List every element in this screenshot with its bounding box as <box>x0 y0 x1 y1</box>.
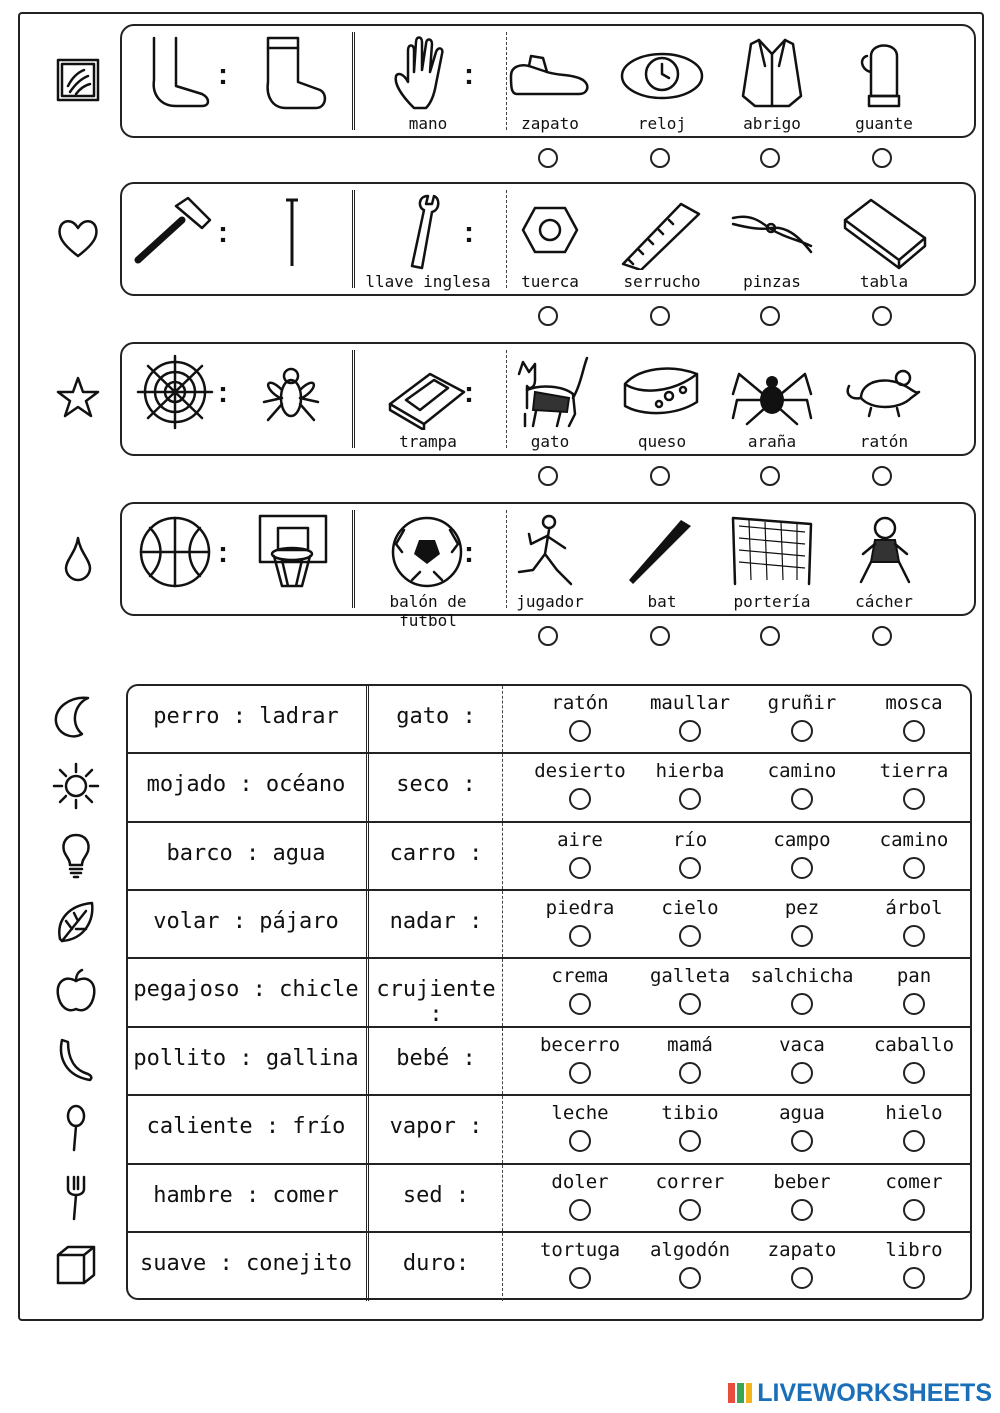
answer-radio[interactable] <box>679 1130 701 1152</box>
option-label: gato <box>530 432 570 451</box>
answer-radio[interactable] <box>903 1199 925 1221</box>
pliers-icon <box>729 194 815 270</box>
stem-label: balón de futbol <box>389 592 467 630</box>
option-word: desierto <box>534 760 626 782</box>
answer-radio[interactable] <box>679 857 701 879</box>
option-label: queso <box>637 432 687 451</box>
option-label: ratón <box>859 432 909 451</box>
answer-radio[interactable] <box>569 720 591 742</box>
example-divider <box>366 823 369 889</box>
option-word: becerro <box>539 1034 621 1056</box>
saw-icon <box>619 194 705 270</box>
answer-radio[interactable] <box>679 925 701 947</box>
colon: : <box>464 376 474 409</box>
word-analogy-row <box>128 1028 970 1096</box>
picture-analogy-row <box>120 24 976 138</box>
answer-radio[interactable] <box>791 1199 813 1221</box>
stem-divider <box>502 1028 503 1094</box>
answer-radio[interactable] <box>569 857 591 879</box>
star-icon <box>54 374 102 422</box>
stem-word: vapor : <box>389 1114 483 1139</box>
option-word: leche <box>551 1102 609 1124</box>
brand-name: LIVEWORKSHEETS <box>757 1378 992 1407</box>
soccer-ball-icon <box>384 514 470 590</box>
answer-radio[interactable] <box>760 466 780 486</box>
foot-icon <box>132 36 218 112</box>
hammer-icon <box>132 194 218 270</box>
example-pair: caliente : frío <box>146 1114 346 1139</box>
example-divider <box>366 959 369 1026</box>
player-icon <box>507 514 593 590</box>
answer-radio[interactable] <box>569 788 591 810</box>
option-word: zapato <box>767 1239 837 1261</box>
liveworksheets-brand <box>727 1379 992 1407</box>
answer-radio[interactable] <box>903 857 925 879</box>
hand-icon <box>384 36 470 112</box>
answer-radio[interactable] <box>679 1267 701 1289</box>
answer-radio[interactable] <box>872 148 892 168</box>
wrench-icon <box>384 194 470 270</box>
word-analogy-row <box>128 959 970 1028</box>
stem-divider <box>502 959 503 1026</box>
spiderweb-icon <box>132 354 218 430</box>
answer-radio[interactable] <box>569 925 591 947</box>
picture-analogy-row <box>120 342 976 456</box>
answer-radio[interactable] <box>538 626 558 646</box>
stem-divider <box>502 1233 503 1301</box>
drop-icon <box>54 534 102 582</box>
example-pair: suave : conejito <box>140 1251 352 1276</box>
stem-divider <box>502 823 503 889</box>
option-word: árbol <box>885 897 943 919</box>
answer-radio[interactable] <box>650 306 670 326</box>
example-divider <box>366 1096 369 1163</box>
stem-word: nadar : <box>389 909 483 934</box>
example-divider <box>366 891 369 957</box>
answer-radio[interactable] <box>650 466 670 486</box>
basketball-hoop-icon <box>248 514 334 590</box>
stem-divider <box>502 891 503 957</box>
cat-icon <box>507 354 593 430</box>
stem-divider <box>502 1096 503 1163</box>
picture-analogy-row <box>120 502 976 630</box>
watch-icon <box>619 36 705 112</box>
example-pair: mojado : océano <box>146 772 346 797</box>
answer-radio[interactable] <box>791 788 813 810</box>
example-pair: hambre : comer <box>153 1183 339 1208</box>
coat-icon <box>729 36 815 112</box>
stem-word: seco : <box>396 772 476 797</box>
option-word: hielo <box>885 1102 943 1124</box>
answer-radio[interactable] <box>903 925 925 947</box>
mitten-icon <box>841 36 927 112</box>
option-word: caballo <box>873 1034 955 1056</box>
answer-radio[interactable] <box>538 306 558 326</box>
answer-radio[interactable] <box>903 1130 925 1152</box>
lightbulb-icon <box>52 831 100 879</box>
answer-radio[interactable] <box>791 720 813 742</box>
option-word: piedra <box>545 897 615 919</box>
sock-icon <box>248 36 334 112</box>
option-word: pez <box>784 897 820 919</box>
baseball-bat-icon <box>619 514 705 590</box>
option-word: algodón <box>649 1239 731 1261</box>
stem-divider <box>502 686 503 752</box>
answer-radio[interactable] <box>903 1267 925 1289</box>
example-divider <box>366 1233 369 1301</box>
option-label: reloj <box>637 114 687 133</box>
goal-net-icon <box>729 514 815 590</box>
option-label: abrigo <box>743 114 801 133</box>
stem-word: crujiente : <box>376 977 496 1027</box>
sun-icon <box>52 762 100 810</box>
option-label: jugador <box>516 592 584 611</box>
option-word: hierba <box>655 760 725 782</box>
word-analogy-table <box>126 684 972 1300</box>
example-divider <box>366 1028 369 1094</box>
option-word: galleta <box>649 965 731 987</box>
spoon-icon <box>52 1104 100 1152</box>
answer-radio[interactable] <box>679 993 701 1015</box>
answer-radio[interactable] <box>872 306 892 326</box>
stem-divider <box>502 1165 503 1231</box>
word-analogy-row <box>128 754 970 823</box>
stem-word: duro: <box>402 1251 470 1276</box>
option-label: zapato <box>521 114 579 133</box>
option-word: campo <box>773 829 831 851</box>
answer-radio[interactable] <box>569 1130 591 1152</box>
answer-radio[interactable] <box>569 1199 591 1221</box>
word-analogy-row <box>128 686 970 754</box>
option-label: guante <box>855 114 913 133</box>
word-analogy-row <box>128 1096 970 1165</box>
answer-radio[interactable] <box>569 1267 591 1289</box>
answer-radio[interactable] <box>538 148 558 168</box>
option-word: tortuga <box>539 1239 621 1261</box>
colon: : <box>218 216 228 249</box>
example-divider <box>352 350 355 448</box>
cheese-icon <box>619 354 705 430</box>
colon: : <box>464 58 474 91</box>
answer-radio[interactable] <box>872 626 892 646</box>
option-word: mosca <box>885 692 943 714</box>
option-word: tierra <box>879 760 949 782</box>
example-pair: pollito : gallina <box>133 1046 359 1071</box>
answer-radio[interactable] <box>569 993 591 1015</box>
example-divider <box>352 190 355 288</box>
option-label: araña <box>747 432 797 451</box>
leaf-icon <box>52 899 100 947</box>
option-label: portería <box>733 592 811 611</box>
option-word: agua <box>779 1102 825 1124</box>
option-word: gruñir <box>767 692 837 714</box>
nail-icon <box>248 194 334 270</box>
example-divider <box>352 32 355 130</box>
example-pair: barco : agua <box>166 841 326 866</box>
option-word: pan <box>896 965 932 987</box>
catcher-icon <box>841 514 927 590</box>
word-analogy-row <box>128 1165 970 1233</box>
option-word: beber <box>773 1171 831 1193</box>
word-analogy-row <box>128 891 970 959</box>
answer-radio[interactable] <box>791 857 813 879</box>
answer-radio[interactable] <box>872 466 892 486</box>
fork-icon <box>52 1173 100 1221</box>
option-label: bat <box>647 592 677 611</box>
option-word: doler <box>551 1171 609 1193</box>
answer-radio[interactable] <box>791 1267 813 1289</box>
fly-icon <box>248 354 334 430</box>
answer-radio[interactable] <box>650 148 670 168</box>
example-divider <box>366 686 369 752</box>
option-label: tuerca <box>521 272 579 291</box>
answer-radio[interactable] <box>903 720 925 742</box>
shoe-icon <box>507 36 593 112</box>
heart-icon <box>54 214 102 262</box>
stem-label: trampa <box>399 432 457 451</box>
answer-radio[interactable] <box>760 626 780 646</box>
answer-radio[interactable] <box>903 1062 925 1084</box>
answer-radio[interactable] <box>791 1130 813 1152</box>
answer-radio[interactable] <box>903 993 925 1015</box>
answer-radio[interactable] <box>679 720 701 742</box>
option-label: pinzas <box>743 272 801 291</box>
mousetrap-icon <box>384 354 470 430</box>
option-word: mamá <box>667 1034 713 1056</box>
answer-radio[interactable] <box>679 1199 701 1221</box>
answer-radio[interactable] <box>679 1062 701 1084</box>
colon: : <box>464 536 474 569</box>
example-pair: perro : ladrar <box>153 704 339 729</box>
colon: : <box>218 58 228 91</box>
answer-radio[interactable] <box>569 1062 591 1084</box>
stem-divider <box>502 754 503 821</box>
option-word: salchicha <box>750 965 854 987</box>
nut-icon <box>507 194 593 270</box>
answer-radio[interactable] <box>538 466 558 486</box>
colon: : <box>218 536 228 569</box>
banana-icon <box>52 1036 100 1084</box>
example-pair: pegajoso : chicle <box>133 977 359 1002</box>
word-analogy-row <box>128 823 970 891</box>
stem-label: mano <box>408 114 448 133</box>
option-word: crema <box>551 965 609 987</box>
option-word: comer <box>885 1171 943 1193</box>
stem-word: sed : <box>402 1183 470 1208</box>
example-divider <box>352 510 355 608</box>
option-word: correr <box>655 1171 725 1193</box>
stem-label: llave inglesa <box>365 272 491 291</box>
answer-radio[interactable] <box>650 626 670 646</box>
example-pair: volar : pájaro <box>153 909 339 934</box>
example-divider <box>366 1165 369 1231</box>
option-word: libro <box>885 1239 943 1261</box>
answer-radio[interactable] <box>760 306 780 326</box>
option-word: cielo <box>661 897 719 919</box>
spider-icon <box>729 354 815 430</box>
answer-radio[interactable] <box>791 925 813 947</box>
colon: : <box>218 376 228 409</box>
option-word: maullar <box>649 692 731 714</box>
option-label: serrucho <box>623 272 701 291</box>
option-label: cácher <box>855 592 913 611</box>
answer-radio[interactable] <box>760 148 780 168</box>
option-word: camino <box>879 829 949 851</box>
option-label: tabla <box>859 272 909 291</box>
answer-radio[interactable] <box>791 993 813 1015</box>
answer-radio[interactable] <box>903 788 925 810</box>
option-word: aire <box>557 829 603 851</box>
stem-word: bebé : <box>396 1046 476 1071</box>
word-analogy-row <box>128 1233 970 1301</box>
option-word: camino <box>767 760 837 782</box>
mouse-icon <box>841 354 927 430</box>
cube-icon <box>52 1241 100 1289</box>
option-word: ratón <box>551 692 609 714</box>
stem-word: carro : <box>389 841 483 866</box>
option-word: tibio <box>661 1102 719 1124</box>
apple-icon <box>52 967 100 1015</box>
answer-radio[interactable] <box>791 1062 813 1084</box>
answer-radio[interactable] <box>679 788 701 810</box>
stem-word: gato : <box>396 704 476 729</box>
colon: : <box>464 216 474 249</box>
picture-frame-icon <box>54 56 102 104</box>
example-divider <box>366 754 369 821</box>
liveworksheets-logo-icon <box>727 1381 753 1405</box>
moon-icon <box>52 694 100 742</box>
basketball-icon <box>132 514 218 590</box>
picture-analogy-row <box>120 182 976 296</box>
option-word: río <box>672 829 708 851</box>
board-icon <box>841 194 927 270</box>
option-word: vaca <box>779 1034 825 1056</box>
